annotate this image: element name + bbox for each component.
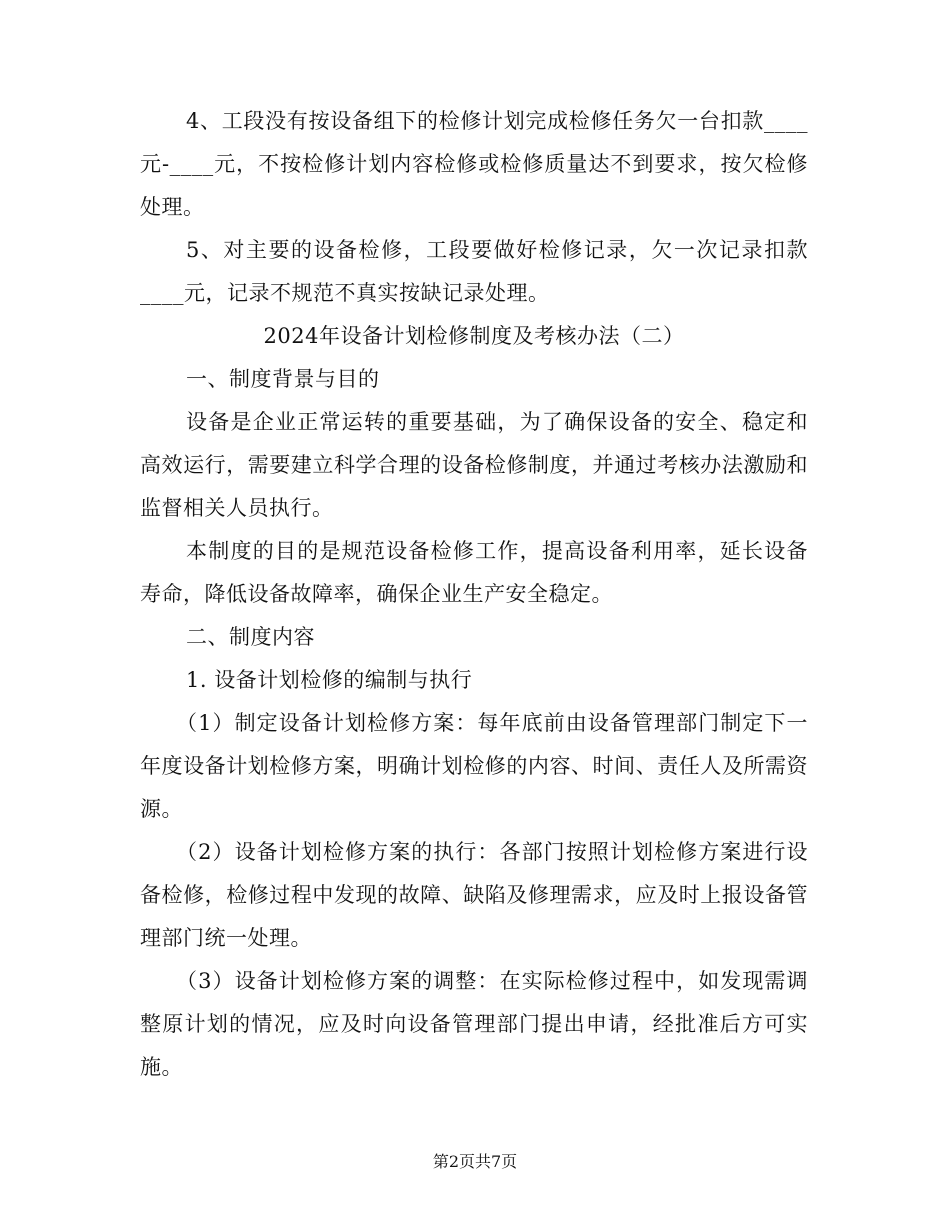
paragraph-background: 设备是企业正常运转的重要基础，为了确保设备的安全、稳定和高效运行，需要建立科学合理的设备检修制度，并通过考核办法激励和监督相关人员执行。 — [140, 410, 808, 520]
subsection-heading-planning: 1. 设备计划检修的编制与执行 — [186, 668, 473, 692]
document-title: 2024年设备计划检修制度及考核办法（二） — [263, 324, 685, 348]
paragraph-plan-formulation: （1）制定设备计划检修方案：每年底前由设备管理部门制定下一年度设备计划检修方案，明确计划检修的内容、时间、责任人及所需资源。 — [140, 711, 808, 821]
paragraph-purpose: 本制度的目的是规范设备检修工作，提高设备利用率，延长设备寿命，降低设备故障率，确保企业生产安全稳定。 — [140, 539, 808, 606]
section-heading-content: 二、制度内容 — [186, 625, 315, 649]
paragraph-plan-adjustment: （3）设备计划检修方案的调整：在实际检修过程中，如发现需调整原计划的情况，应及时向设备管理部门提出申请，经批准后方可实施。 — [140, 969, 808, 1079]
paragraph-item-4: 4、工段没有按设备组下的检修计划完成检修任务欠一台扣款____元-____元，不按检修计划内容检修或检修质量达不到要求，按欠检修处理。 — [140, 109, 808, 219]
paragraph-item-5: 5、对主要的设备检修，工段要做好检修记录，欠一次记录扣款____元，记录不规范不真实按缺记录处理。 — [140, 238, 808, 305]
section-heading-background: 一、制度背景与目的 — [186, 367, 380, 391]
document-body — [140, 100, 808, 1089]
page-number: 第2页共7页 — [432, 1152, 518, 1171]
paragraph-plan-execution: （2）设备计划检修方案的执行：各部门按照计划检修方案进行设备检修，检修过程中发现的故障、缺陷及修理需求，应及时上报设备管理部门统一处理。 — [140, 840, 808, 950]
